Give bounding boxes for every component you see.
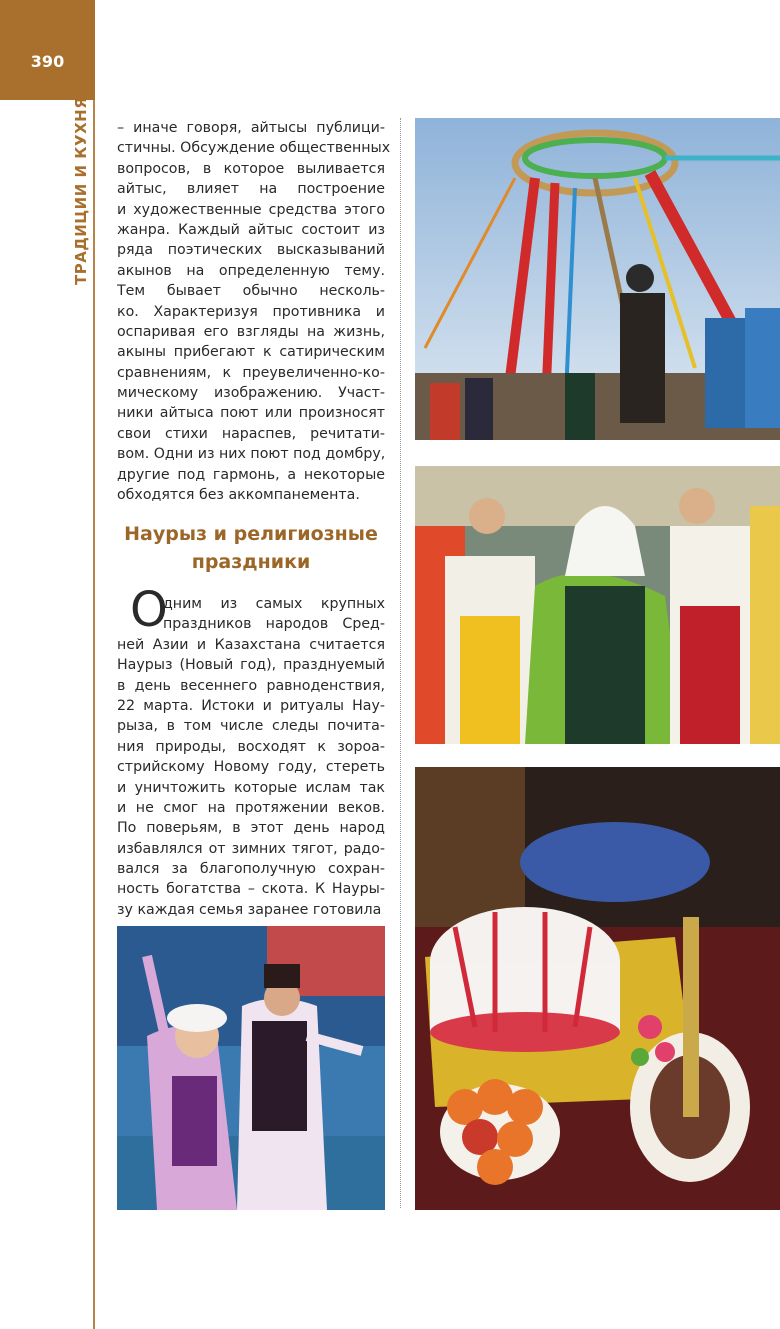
text-line: ния природы, восходят к зороа- [117,738,385,755]
section-label: ТРАДИЦИИ И КУХНЯ [72,96,90,285]
text-line: праздников народов Сред- [163,616,385,633]
text-line: свои стихи нараспев, речитати- [117,425,385,442]
margin-rule [93,100,95,1329]
text-line: другие под гармонь, а некоторые [117,466,385,483]
text-line: жанра. Каждый айтыс состоит из [117,221,385,238]
photo-folk-dancers [117,926,385,1210]
text-line: оспаривая его взгляды на жизнь, [117,323,385,340]
text-line: акыны прибегают к сатирическим [117,344,385,361]
photo-women-traditional-costumes [415,466,780,744]
page-number-box [0,0,95,100]
text-line: ко. Характеризуя противника и [117,303,385,320]
paragraph-nauryz [117,594,385,920]
column-divider [400,118,401,1208]
text-line: ники айтыса поют или произносят [117,405,385,422]
text-line: айтыс, влияет на построение [117,181,385,198]
text-line: избавлялся от зимних тягот, радо- [117,840,385,857]
drop-cap: О [130,582,168,638]
text-line: сравнениям, к преувеличенно-ко- [117,364,385,381]
text-line: обходятся без аккомпанемента. [117,487,360,504]
text-line: – иначе говоря, айтысы публици- [117,120,385,136]
heading-line-1: Наурыз и религиозные [124,523,378,545]
page-number: 390 [30,52,65,71]
text-line: По поверьям, в этот день народ [117,820,385,837]
text-line: стичны. Обсуждение общественных [117,140,391,157]
text-line: и художественные средства этого [117,201,385,218]
text-line: стрийскому Новому году, стереть [117,759,385,776]
text-line: ней Азии и Казахстана считается [117,636,385,653]
text-line: мическому изображению. Участ- [117,385,385,402]
heading-line-2: праздники [191,551,311,573]
text-line: и уничтожить которые ислам так [117,779,385,796]
text-line: дним из самых крупных [163,596,385,612]
text-line: ность богатства – скота. К Науры- [117,881,385,898]
text-line: вопросов, в которое выливается [117,160,385,177]
text-line: Тем бывает обычно несколь- [117,283,385,300]
text-line: вом. Одни из них поют под домбру, [117,446,386,463]
paragraph-aitys [117,118,391,505]
text-line: акынов на определенную тему. [117,262,385,279]
text-line: Наурыз (Новый год), празднуемый [117,657,385,674]
photo-yurt-frame-ribbons [415,118,780,440]
text-line: и не смог на протяжении веков. [117,799,385,816]
text-line: 22 марта. Истоки и ритуалы Нау- [117,697,385,714]
text-line: зу каждая семья заранее готовила [117,901,382,918]
text-line: рыза, в том числе следы почита- [117,718,385,735]
photo-festive-table-yurt-cake [415,767,780,1210]
text-line: ряда поэтических высказываний [117,242,385,259]
text-line: вался за благополучную сохран- [117,861,385,878]
text-line: в день весеннего равноденствия, [117,677,385,694]
section-heading [117,520,385,576]
